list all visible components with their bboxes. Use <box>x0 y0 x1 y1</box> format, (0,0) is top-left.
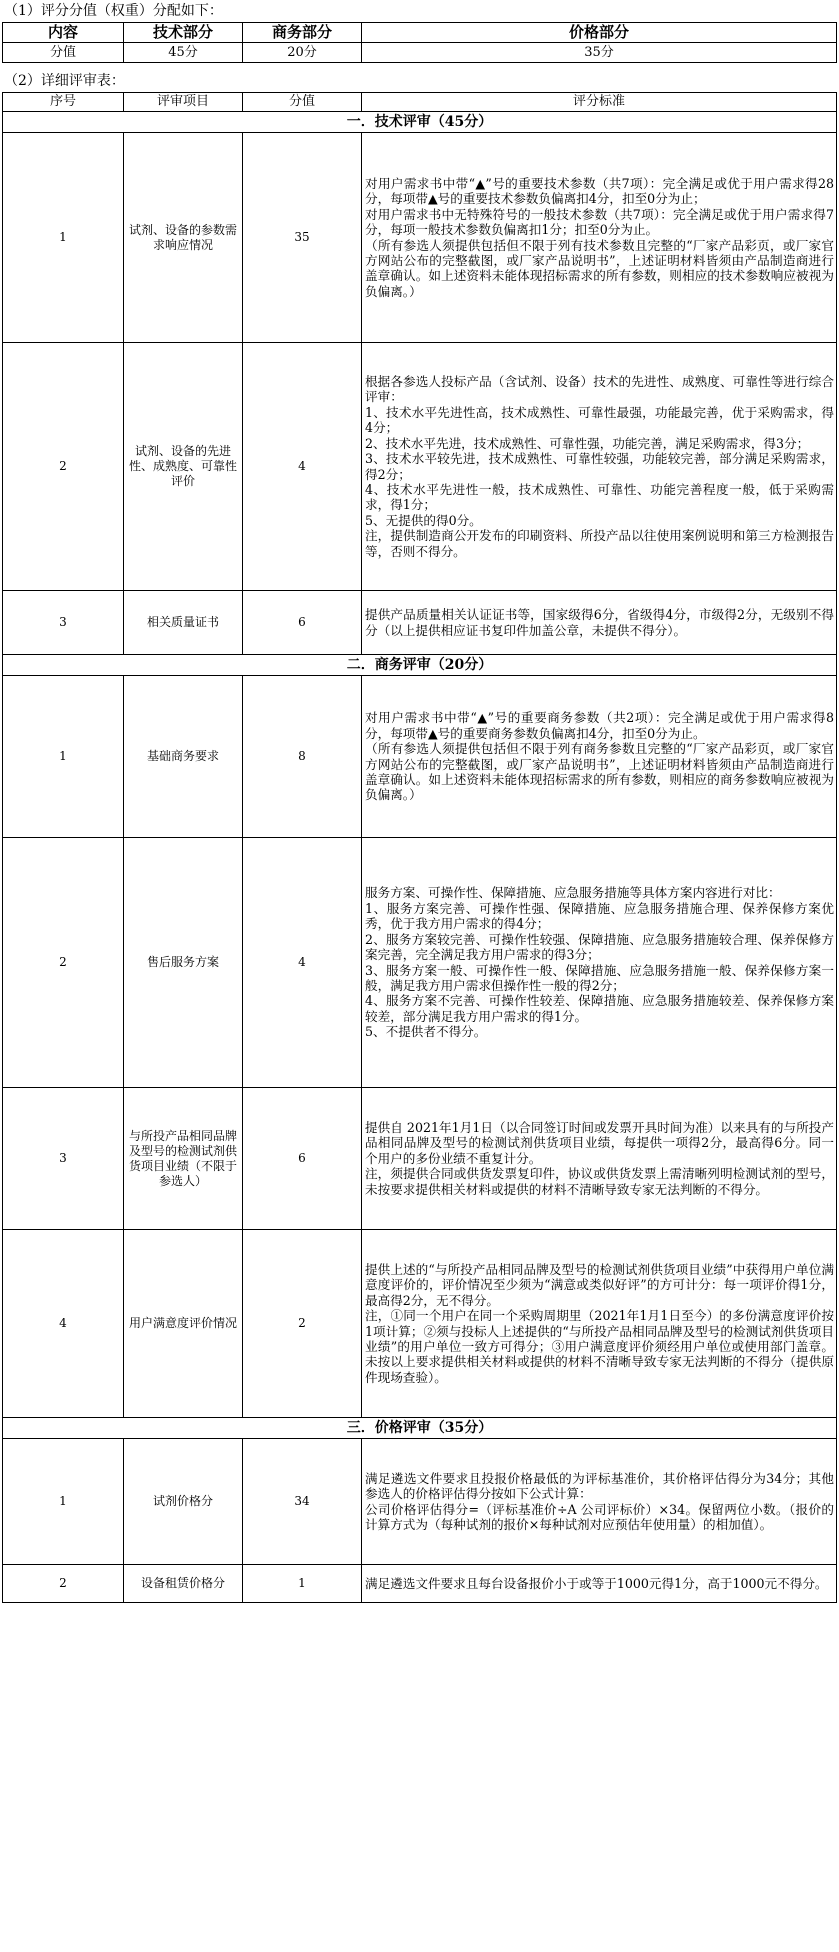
criteria-row <box>3 591 837 655</box>
criteria-line: 满足遴选文件要求且投报价格最低的为评标基准价，其价格评估得分为34分；其他参选人的价格评估得分按如下公式计算： <box>365 1470 834 1502</box>
criteria-line: （所有参选人须提供包括但不限于列有商务参数且完整的“厂家产品彩页，或厂家官方网站公布的完整截图，或厂家产品说明书”，上述证明材料皆须由产品制造商进行盖章确认。如上述资料未能体现招标需求的所有参数，则相应的商务参数响应被视为负偏离。） <box>365 741 834 803</box>
criteria-line: 注，①同一个用户在同一个采购周期里（2021年1月1日至今）的多份满意度评价按1项计算；②须与投标人上述提供的“与所投产品相同品牌及型号的检测试剂供货项目业绩”的用户单位一致方可得分；③用户满意度评价须经用户单位或使用部门盖章。未按以上要求提供相关材料或提供的材料不清晰导致专家无法判断的不得分（提供原件现场查验）。 <box>365 1308 834 1385</box>
criteria-line: 对用户需求书中带“▲”号的重要商务参数（共2项）：完全满足或优于用户需求得8分，每项带▲号的重要商务参数负偏离扣4分，扣至0分为止。 <box>365 710 834 741</box>
criteria-line: 提供上述的“与所投产品相同品牌及型号的检测试剂供货项目业绩”中获得用户单位满意度评价的，评价情况至少须为“满意或类似好评”的方可计分：每一项评价得1分，最高得2分，无不得分。 <box>365 1261 834 1308</box>
scoring-criteria <box>362 1088 837 1230</box>
evaluation-item: 基础商务要求 <box>124 676 243 838</box>
header-score: 分值 <box>243 93 362 112</box>
criteria-line: 提供产品质量相关认证证书等，国家级得6分，省级得4分，市级得2分，无级别不得分（以上提供相应证书复印件加盖公章，未提供不得分）。 <box>365 607 834 638</box>
section-header-row <box>3 655 837 676</box>
weights-header-price: 价格部分 <box>362 23 837 43</box>
detail-table <box>2 92 837 1603</box>
scoring-criteria <box>362 343 837 591</box>
weights-technical-value: 45分 <box>124 43 243 63</box>
criteria-row <box>3 838 837 1088</box>
criteria-line: 根据各参选人投标产品（含试剂、设备）技术的先进性、成熟度、可靠性等进行综合评审： <box>365 374 834 405</box>
row-number: 2 <box>3 838 124 1088</box>
row-number: 2 <box>3 343 124 591</box>
detail-header-row <box>3 93 837 112</box>
evaluation-item: 与所投产品相同品牌及型号的检测试剂供货项目业绩（不限于参选人） <box>124 1088 243 1230</box>
criteria-line: 5、无提供的得0分。 <box>365 512 482 528</box>
criteria-line: 对用户需求书中带“▲”号的重要技术参数（共7项）：完全满足或优于用户需求得28分，每项带▲号的重要技术参数负偏离扣4分，扣至0分为止； <box>365 175 834 207</box>
row-number: 3 <box>3 591 124 655</box>
weights-label: 分值 <box>3 43 124 63</box>
evaluation-item: 用户满意度评价情况 <box>124 1230 243 1418</box>
criteria-line: 1、服务方案完善、可操作性强、保障措施、应急服务措施合理、保养保修方案优秀，优于我方用户需求的得4分； <box>365 900 834 932</box>
criteria-line: 注，提供制造商公开发布的印刷资料、所投产品以往使用案例说明和第三方检测报告等，否则不得分。 <box>365 528 834 559</box>
row-number: 1 <box>3 1439 124 1565</box>
criteria-line: 4、服务方案不完善、可操作性较差、保障措施、应急服务措施较差、保养保修方案较差，部分满足我方用户需求的得1分。 <box>365 993 834 1024</box>
weights-table <box>2 22 837 63</box>
criteria-line: 对用户需求书中无特殊符号的一般技术参数（共7项）：完全满足或优于用户需求得7分，每项一般技术参数负偏离扣1分；扣至0分为止。 <box>365 206 834 238</box>
score-value: 34 <box>243 1439 362 1565</box>
scoring-criteria <box>362 838 837 1088</box>
weights-header-content: 内容 <box>3 23 124 43</box>
criteria-row <box>3 1439 837 1565</box>
row-number: 1 <box>3 133 124 343</box>
criteria-line: （所有参选人须提供包括但不限于列有技术参数且完整的“厂家产品彩页，或厂家官方网站公布的完整截图，或厂家产品说明书”，上述证明材料皆须由产品制造商进行盖章确认。如上述资料未能体现招标需求的所有参数，则相应的技术参数响应被视为负偏离。） <box>365 237 834 299</box>
section-title: 三．价格评审（35分） <box>3 1418 837 1439</box>
criteria-row <box>3 676 837 838</box>
score-value: 8 <box>243 676 362 838</box>
weights-header-technical: 技术部分 <box>124 23 243 43</box>
criteria-line: 满足遴选文件要求且每台设备报价小于或等于1000元得1分，高于1000元不得分。 <box>365 1575 828 1591</box>
score-value: 35 <box>243 133 362 343</box>
score-value: 4 <box>243 838 362 1088</box>
evaluation-item: 试剂、设备的先进性、成熟度、可靠性评价 <box>124 343 243 591</box>
criteria-row <box>3 1230 837 1418</box>
score-value: 1 <box>243 1565 362 1603</box>
criteria-line: 提供自 2021年1月1日（以合同签订时间或发票开具时间为准）以来具有的与所投产品相同品牌及型号的检测试剂供货项目业绩，每提供一项得2分，最高得6分。同一个用户的多份业绩不重复计分。 <box>365 1119 834 1166</box>
criteria-line: 3、服务方案一般、可操作性一般、保障措施、应急服务措施一般、保养保修方案一般，满足我方用户需求但操作性一般的得2分； <box>365 962 834 993</box>
row-number: 2 <box>3 1565 124 1603</box>
criteria-line: 4、技术水平先进性一般，技术成熟性、可靠性、功能完善程度一般，低于采购需求，得1分； <box>365 481 834 513</box>
criteria-line: 5、不提供者不得分。 <box>365 1024 487 1040</box>
section-header-row <box>3 112 837 133</box>
criteria-line: 3、技术水平较先进，技术成熟性、可靠性较强，功能较完善，部分满足采购需求，得2分； <box>365 451 834 482</box>
evaluation-item: 售后服务方案 <box>124 838 243 1088</box>
weights-header-business: 商务部分 <box>243 23 362 43</box>
weights-business-value: 20分 <box>243 43 362 63</box>
header-no: 序号 <box>3 93 124 112</box>
criteria-line: 2、技术水平先进，技术成熟性、可靠性强，功能完善，满足采购需求，得3分； <box>365 435 810 451</box>
weights-value-row <box>3 43 837 63</box>
criteria-line: 注，须提供合同或供货发票复印件，协议或供货发票上需清晰列明检测试剂的型号，未按要求提供相关材料或提供的材料不清晰导致专家无法判断的不得分。 <box>365 1166 834 1197</box>
scoring-criteria <box>362 1439 837 1565</box>
criteria-line: 公司价格评估得分=（评标基准价÷A 公司评标价）×34。保留两位小数。（报价的计算方式为（每种试剂的报价×每种试剂对应预估年使用量）的相加值）。 <box>365 1501 834 1532</box>
scoring-criteria <box>362 1230 837 1418</box>
header-criteria: 评分标准 <box>362 93 837 112</box>
criteria-row <box>3 133 837 343</box>
weights-caption: （1）评分分值（权重）分配如下： <box>4 3 223 19</box>
evaluation-item: 试剂、设备的参数需求响应情况 <box>124 133 243 343</box>
scoring-criteria <box>362 676 837 838</box>
weights-price-value: 35分 <box>362 43 837 63</box>
scoring-criteria <box>362 591 837 655</box>
criteria-row <box>3 1088 837 1230</box>
detail-caption: （2）详细评审表： <box>4 73 125 89</box>
scoring-criteria <box>362 133 837 343</box>
criteria-row <box>3 1565 837 1603</box>
score-value: 6 <box>243 1088 362 1230</box>
score-value: 6 <box>243 591 362 655</box>
row-number: 1 <box>3 676 124 838</box>
criteria-line: 服务方案、可操作性、保障措施、应急服务措施等具体方案内容进行对比： <box>365 885 781 901</box>
section-title: 二．商务评审（20分） <box>3 655 837 676</box>
header-item: 评审项目 <box>124 93 243 112</box>
score-value: 4 <box>243 343 362 591</box>
criteria-row <box>3 343 837 591</box>
evaluation-item: 试剂价格分 <box>124 1439 243 1565</box>
row-number: 3 <box>3 1088 124 1230</box>
section-header-row <box>3 1418 837 1439</box>
evaluation-item: 相关质量证书 <box>124 591 243 655</box>
evaluation-item: 设备租赁价格分 <box>124 1565 243 1603</box>
weights-header-row <box>3 23 837 43</box>
scoring-criteria <box>362 1565 837 1603</box>
criteria-line: 1、技术水平先进性高，技术成熟性、可靠性最强，功能最完善，优于采购需求，得4分； <box>365 404 834 436</box>
score-value: 2 <box>243 1230 362 1418</box>
row-number: 4 <box>3 1230 124 1418</box>
section-title: 一．技术评审（45分） <box>3 112 837 133</box>
criteria-line: 2、服务方案较完善、可操作性较强、保障措施、应急服务措施较合理、保养保修方案完善，完全满足我方用户需求的得3分； <box>365 931 834 963</box>
